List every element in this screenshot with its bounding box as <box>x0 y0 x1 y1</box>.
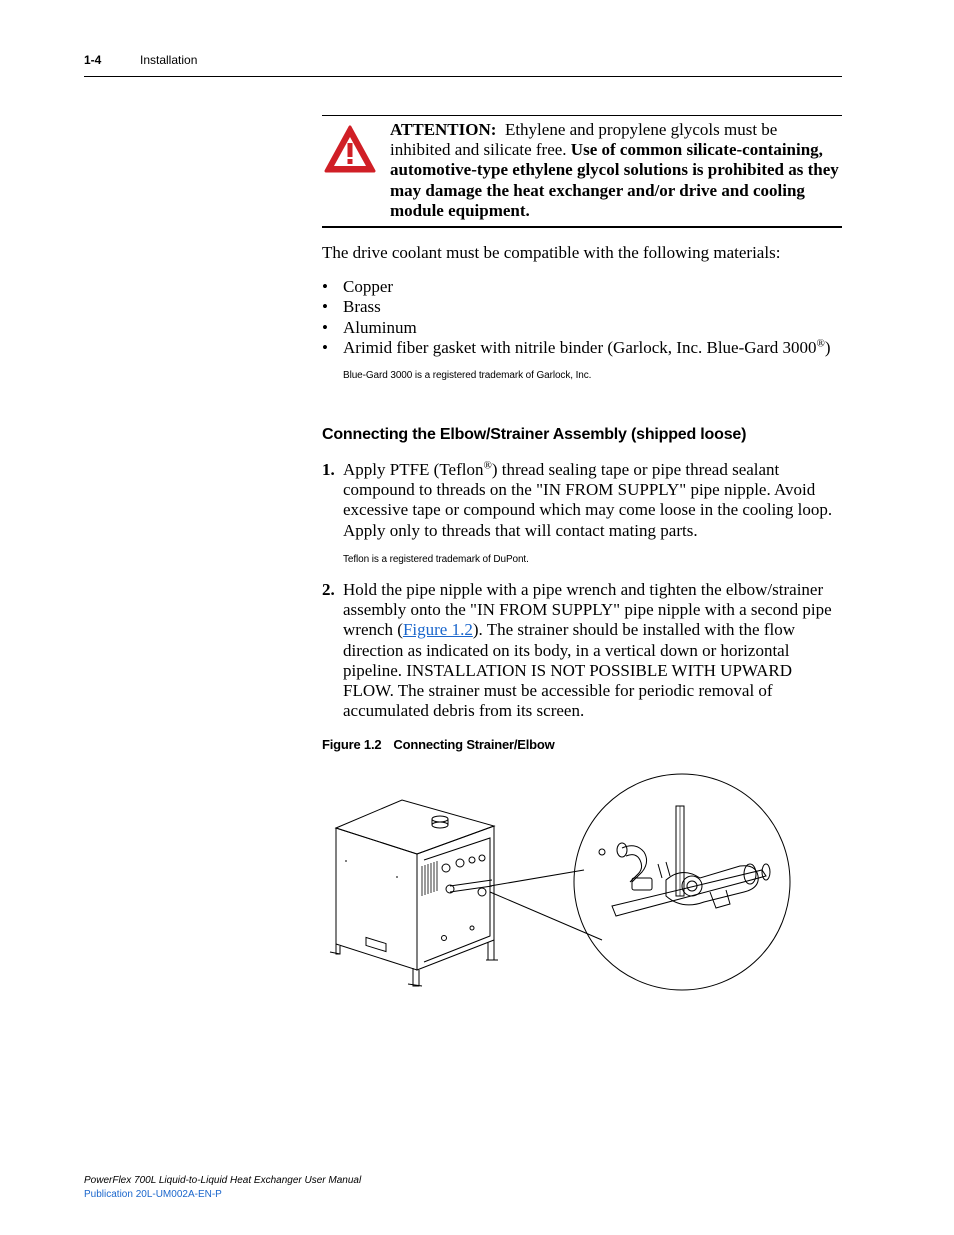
attention-bottom-rule <box>322 226 842 228</box>
section-heading: Connecting the Elbow/Strainer Assembly (shipped loose) <box>322 426 747 443</box>
leader-line-top <box>490 870 584 886</box>
footer-manual-title: PowerFlex 700L Liquid-to-Liquid Heat Exchanger User Manual <box>84 1175 362 1186</box>
step-2: 2. Hold the pipe nipple with a pipe wrench and tighten the elbow/strainer assembly onto the "IN FROM SUPPLY" pipe nipple with a second pipe wrench (Figure 1.2). The strainer should be installed with the flow direction as indicated on its body, in a vertical down or horizontal pipeline. INSTALLATION IS NOT POSSIBLE WITH UPWARD FLOW. The strainer must be accessible for periodic removal of accumulated debris from its screen. <box>322 580 832 721</box>
list-item: • Brass <box>322 297 381 317</box>
figure-label: Figure 1.2 <box>322 737 382 752</box>
attention-top-rule <box>322 115 842 116</box>
teflon-trademark-note: Teflon is a registered trademark of DuPont. <box>343 554 529 565</box>
figure-title: Connecting Strainer/Elbow <box>393 737 555 752</box>
list-item: • Copper <box>322 277 394 296</box>
strainer-elbow-illustration <box>322 768 792 998</box>
warning-triangle-icon <box>324 124 376 174</box>
materials-list <box>322 277 852 359</box>
attention-message <box>390 120 842 221</box>
figure-caption <box>322 737 555 752</box>
list-item: • Arimid fiber gasket with nitrile binder (Garlock, Inc. Blue-Gard 3000®) <box>322 337 831 358</box>
header-rule <box>84 76 842 77</box>
footer-publication-link[interactable]: Publication 20L-UM002A-EN-P <box>84 1189 222 1200</box>
leader-line-bottom <box>490 892 602 940</box>
attention-label: ATTENTION: <box>390 120 497 139</box>
page-number: 1-4 <box>84 53 102 67</box>
figure-1-2-link[interactable]: Figure 1.2 <box>402 620 473 640</box>
intro-paragraph: The drive coolant must be compatible with the following materials: <box>322 243 781 262</box>
attention-warning: Use of common silicate-containing, automotive-type ethylene glycol solutions is prohibited as they may damage the heat exchanger and/or drive and cooling module equipment. <box>390 140 839 220</box>
step-number: 1. <box>322 460 335 479</box>
step-number: 2. <box>322 580 335 599</box>
heat-exchanger-cabinet-drawing <box>330 800 498 986</box>
attention-text: Ethylene and propylene glycols must be inhibited and silicate free. <box>390 120 778 160</box>
step-1: 1. Apply PTFE (Teflon®) thread sealing tape or pipe thread sealant compound to threads on the "IN FROM SUPPLY" pipe nipple. Avoid excessive tape or compound which may come loose in the cooling loop. Apply only to threads that will contact mating parts. <box>322 459 833 540</box>
section-name: Installation <box>140 53 198 67</box>
list-item: • Aluminum <box>322 317 417 337</box>
bluegard-trademark-note: Blue-Gard 3000 is a registered trademark of Garlock, Inc. <box>343 370 592 381</box>
detail-magnifier <box>574 774 790 990</box>
